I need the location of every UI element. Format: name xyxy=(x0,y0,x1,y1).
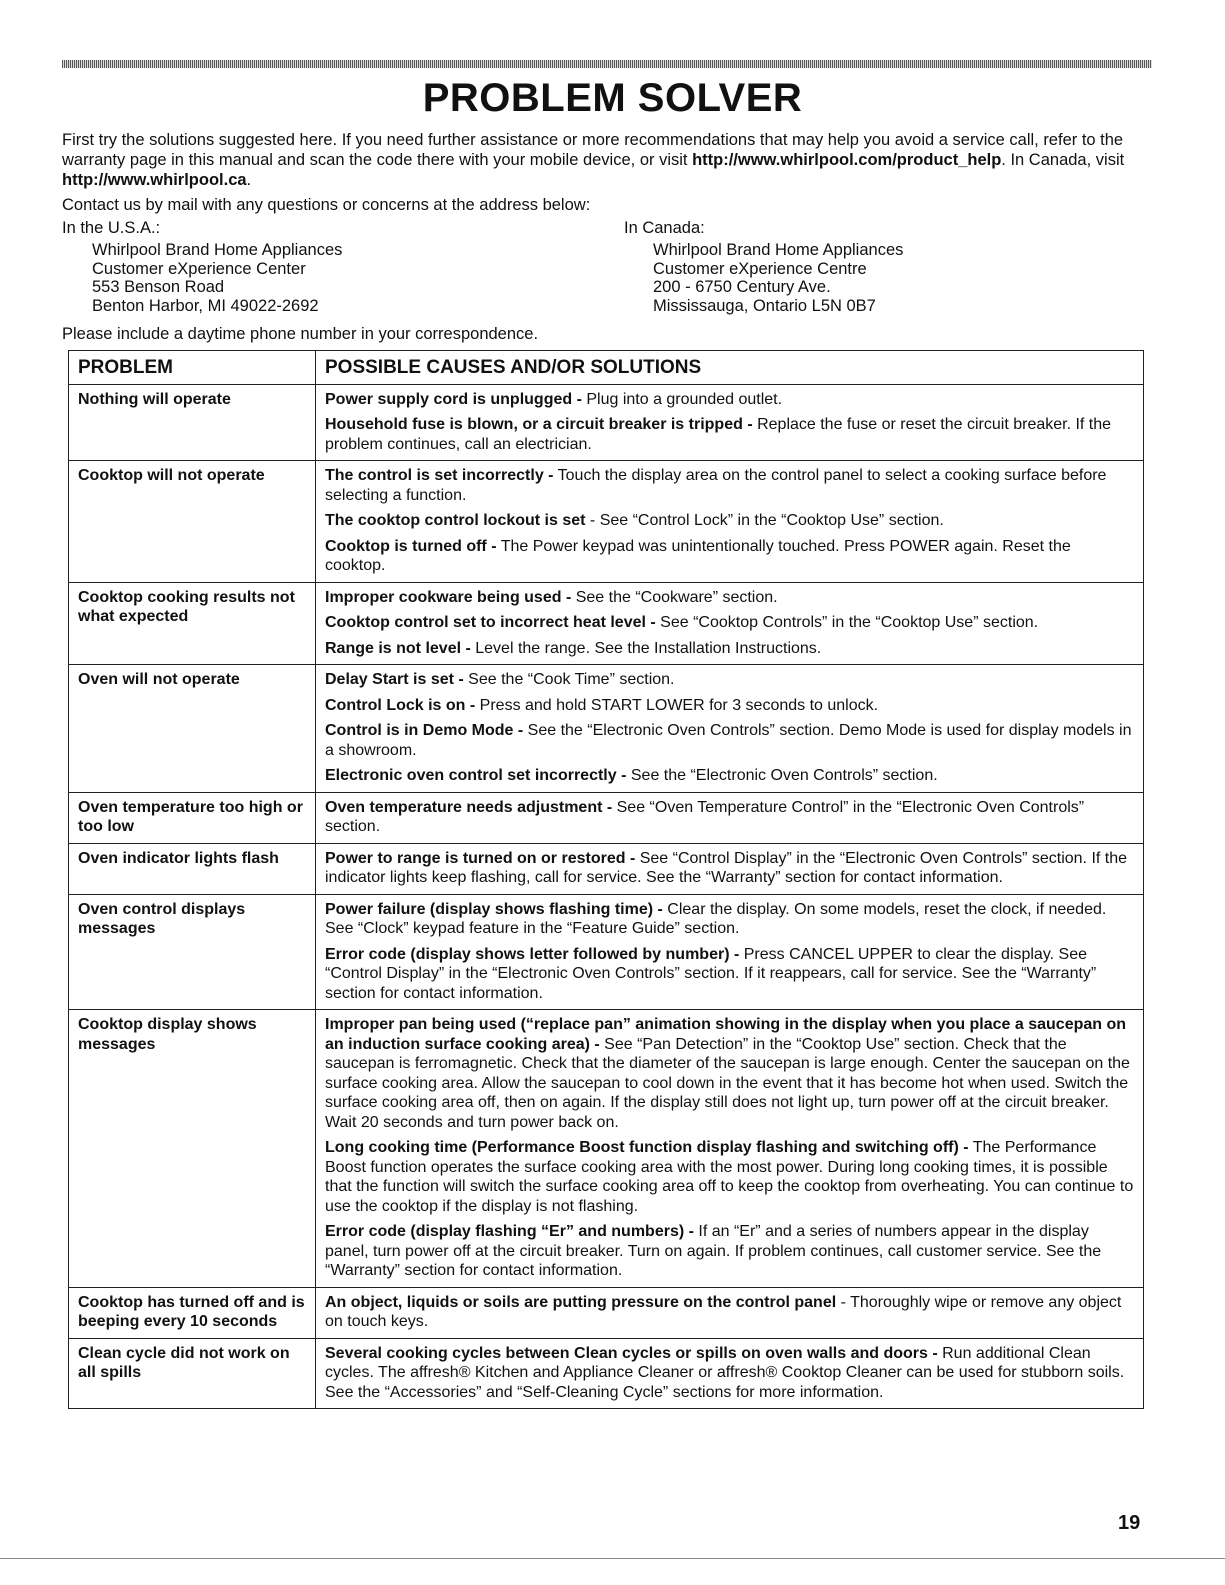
problem-solver-table xyxy=(68,350,1144,1409)
solution-cause: Control is in Demo Mode - xyxy=(325,722,524,739)
solution-item xyxy=(325,721,1134,760)
solution-item xyxy=(325,696,1134,716)
solution-cause: Error code (display flashing “Er” and numbers) - xyxy=(325,1223,694,1240)
table-row xyxy=(69,461,1144,583)
table-row xyxy=(69,1338,1144,1409)
solution-item xyxy=(325,1293,1134,1332)
solution-item xyxy=(325,588,1134,608)
solution-cause: Cooktop is turned off - xyxy=(325,537,497,555)
solution-text: Replace the fuse or reset the circuit breaker. If the problem continues, call an electrician. xyxy=(325,416,1112,453)
solution-item xyxy=(325,766,1134,786)
solution-cause: The cooktop control lockout is set xyxy=(325,512,586,529)
canada-link[interactable]: http://www.whirlpool.ca xyxy=(62,171,247,189)
solution-text: Press and hold START LOWER for 3 seconds to unlock. xyxy=(475,696,879,714)
address-line: Customer eXperience Center xyxy=(92,259,306,278)
solution-cause: Error code (display shows letter followed by number) - xyxy=(325,945,740,963)
table-row xyxy=(69,1287,1144,1338)
table-row xyxy=(69,384,1144,461)
solution-text: - Thoroughly wipe or remove any object on touch keys. xyxy=(325,1293,1122,1330)
page-number: 19 xyxy=(1118,1512,1141,1534)
problem-cell: Clean cycle did not work on all spills xyxy=(69,1338,316,1409)
usa-label: In the U.S.A.: xyxy=(62,219,161,237)
solution-text: Run additional Clean cycles. The affresh® Kitchen and Appliance Cleaner or affresh® Cooktop Cleaner can be used for stubborn soils. See the “Accessories” and “Self-Cleaning Cycle” sections for more information. xyxy=(325,1344,1125,1401)
solution-cause: The control is set incorrectly - xyxy=(325,467,554,484)
contact-line: Contact us by mail with any questions or concerns at the address below: xyxy=(62,196,591,214)
solution-text: See “Oven Temperature Control” in the “Electronic Oven Controls” section. xyxy=(325,798,1085,835)
problem-cell: Oven indicator lights flash xyxy=(69,843,316,894)
help-link[interactable]: http://www.whirlpool.com/product_help xyxy=(692,151,1002,169)
solution-item xyxy=(325,639,1134,659)
table-row xyxy=(69,894,1144,1010)
solutions-cell xyxy=(316,461,1144,583)
solution-text: Press CANCEL UPPER to clear the display. See “Control Display” in the “Electronic Oven Controls” section. If it reappears, call for service. See the “Warranty” section for contact information. xyxy=(325,945,1097,1002)
solution-item xyxy=(325,511,1134,531)
solution-item xyxy=(325,849,1134,888)
problem-cell: Nothing will operate xyxy=(69,384,316,461)
solution-text: See the “Cook Time” section. xyxy=(463,671,675,688)
solution-text: See the “Cookware” section. xyxy=(571,588,778,606)
solutions-cell xyxy=(316,1338,1144,1409)
solutions-cell xyxy=(316,665,1144,793)
page-title: PROBLEM SOLVER xyxy=(422,76,803,120)
solution-item xyxy=(325,900,1134,939)
phone-note: Please include a daytime phone number in your correspondence. xyxy=(62,325,539,343)
solution-text: The Performance Boost function operates the surface cooking area with the most power. During long cooking times, it is possible that the function will switch the surface cooking area off to keep the cooktop from overheating. You can continue to use the cooktop if the display is not flashing. xyxy=(325,1139,1134,1215)
solution-cause: Oven temperature needs adjustment - xyxy=(325,798,613,816)
solution-text: See the “Electronic Oven Controls” section. Demo Mode is used for display models in a showroom. xyxy=(325,722,1132,759)
solution-item xyxy=(325,390,1134,410)
solution-item xyxy=(325,466,1134,505)
address-line: Mississauga, Ontario L5N 0B7 xyxy=(653,296,876,315)
solution-item xyxy=(325,945,1134,1004)
table-row xyxy=(69,582,1144,665)
column-header-problem: PROBLEM xyxy=(69,351,316,385)
intro-paragraph xyxy=(62,130,1154,190)
problem-cell: Cooktop has turned off and is beeping every 10 seconds xyxy=(69,1287,316,1338)
solution-cause: Power supply cord is unplugged - xyxy=(325,390,582,408)
solutions-cell xyxy=(316,894,1144,1010)
table-header-row xyxy=(69,351,1144,385)
solution-text: Level the range. See the Installation Instructions. xyxy=(470,639,822,657)
solution-cause: Electronic oven control set incorrectly - xyxy=(325,767,627,784)
problem-cell: Oven temperature too high or too low xyxy=(69,792,316,843)
address-line: 200 - 6750 Century Ave. xyxy=(653,278,831,296)
table-row xyxy=(69,792,1144,843)
address-line: Whirlpool Brand Home Appliances xyxy=(92,241,343,259)
solution-text: Clear the display. On some models, reset the clock, if needed. See “Clock” keypad feature in the “Feature Guide” section. xyxy=(325,900,1107,937)
solution-item xyxy=(325,798,1134,837)
solution-item xyxy=(325,1222,1134,1281)
solution-cause: Power to range is turned on or restored - xyxy=(325,849,636,867)
solution-item xyxy=(325,537,1134,576)
solutions-cell xyxy=(316,1287,1144,1338)
intro-text-3: . xyxy=(246,171,252,189)
problem-cell: Oven control displays messages xyxy=(69,894,316,1010)
solution-cause: Several cooking cycles between Clean cycles or spills on oven walls and doors - xyxy=(325,1344,938,1362)
solution-cause: Cooktop control set to incorrect heat level - xyxy=(325,614,656,631)
solution-text: Touch the display area on the control panel to select a cooking surface before selecting a function. xyxy=(325,467,1107,504)
solution-cause: An object, liquids or soils are putting pressure on the control panel xyxy=(325,1293,837,1311)
table-row xyxy=(69,843,1144,894)
solutions-cell xyxy=(316,792,1144,843)
solution-cause: Power failure (display shows flashing time) - xyxy=(325,900,663,918)
address-line: Customer eXperience Centre xyxy=(653,259,867,278)
solution-text: See “Pan Detection” in the “Cooktop Use” section. Check that the saucepan is ferromagnetic. Check that the diameter of the saucepan is large enough. Center the saucepan on the surface cooking area. Allow the saucepan to cool down in the event that it has become hot when used. Switch the surface cooking area off, then on again. If the display still does not light up, turn power off at the circuit breaker. Wait 20 seconds and turn power back on. xyxy=(325,1035,1130,1131)
address-line: Whirlpool Brand Home Appliances xyxy=(653,241,904,259)
address-line: 553 Benson Road xyxy=(92,278,225,296)
solution-text: See “Cooktop Controls” in the “Cooktop Use” section. xyxy=(655,614,1039,631)
column-header-solutions: POSSIBLE CAUSES AND/OR SOLUTIONS xyxy=(316,351,1144,385)
canada-label: In Canada: xyxy=(624,219,705,237)
canada-address xyxy=(653,241,903,315)
solution-cause: Control Lock is on - xyxy=(325,696,476,714)
solution-item xyxy=(325,1138,1134,1216)
table-row xyxy=(69,665,1144,793)
solutions-cell xyxy=(316,843,1144,894)
solution-cause: Long cooking time (Performance Boost function display flashing and switching off) - xyxy=(325,1139,969,1156)
table-body xyxy=(69,384,1144,1409)
solutions-cell xyxy=(316,1010,1144,1288)
solution-cause: Range is not level - xyxy=(325,639,471,657)
solution-cause: Household fuse is blown, or a circuit breaker is tripped - xyxy=(325,416,753,433)
footer-rule xyxy=(0,1558,1225,1559)
solution-item xyxy=(325,415,1134,454)
solution-text: If an “Er” and a series of numbers appear in the display panel, turn power off at the circuit breaker. Turn on again. If problem continues, call customer service. See the “Warranty” section for contact information. xyxy=(325,1223,1102,1279)
solutions-cell xyxy=(316,582,1144,665)
problem-cell: Cooktop display shows messages xyxy=(69,1010,316,1288)
solution-text: The Power keypad was unintentionally touched. Press POWER again. Reset the cooktop. xyxy=(325,537,1071,574)
solution-text: - See “Control Lock” in the “Cooktop Use” section. xyxy=(585,512,944,529)
problem-cell: Cooktop cooking results not what expected xyxy=(69,582,316,665)
solution-item xyxy=(325,1344,1134,1403)
problem-cell: Cooktop will not operate xyxy=(69,461,316,583)
intro-text-2: . In Canada, visit xyxy=(1001,151,1125,169)
solution-cause: Delay Start is set - xyxy=(325,671,464,688)
solution-text: See “Control Display” in the “Electronic Oven Controls” section. If the indicator lights keep flashing, call for service. See the “Warranty” section for contact information. xyxy=(325,849,1128,886)
usa-address xyxy=(92,241,342,315)
header-rule xyxy=(62,60,1152,68)
problem-cell: Oven will not operate xyxy=(69,665,316,793)
solution-cause: Improper cookware being used - xyxy=(325,588,572,606)
solution-item xyxy=(325,613,1134,633)
solution-item xyxy=(325,670,1134,690)
solution-text: Plug into a grounded outlet. xyxy=(581,390,783,408)
solution-item xyxy=(325,1015,1134,1132)
address-line: Benton Harbor, MI 49022-2692 xyxy=(92,296,319,315)
solution-cause: Improper pan being used (“replace pan” animation showing in the display when you place a saucepan on an induction surface cooking area) - xyxy=(325,1016,1127,1053)
table-row xyxy=(69,1010,1144,1288)
intro-text-1: First try the solutions suggested here. If you need further assistance or more recommendations that may help you avoid a service call, refer to the warranty page in this manual and scan the code there with your mobile device, or visit xyxy=(62,131,1124,169)
solutions-cell xyxy=(316,384,1144,461)
solution-text: See the “Electronic Oven Controls” section. xyxy=(626,767,938,784)
